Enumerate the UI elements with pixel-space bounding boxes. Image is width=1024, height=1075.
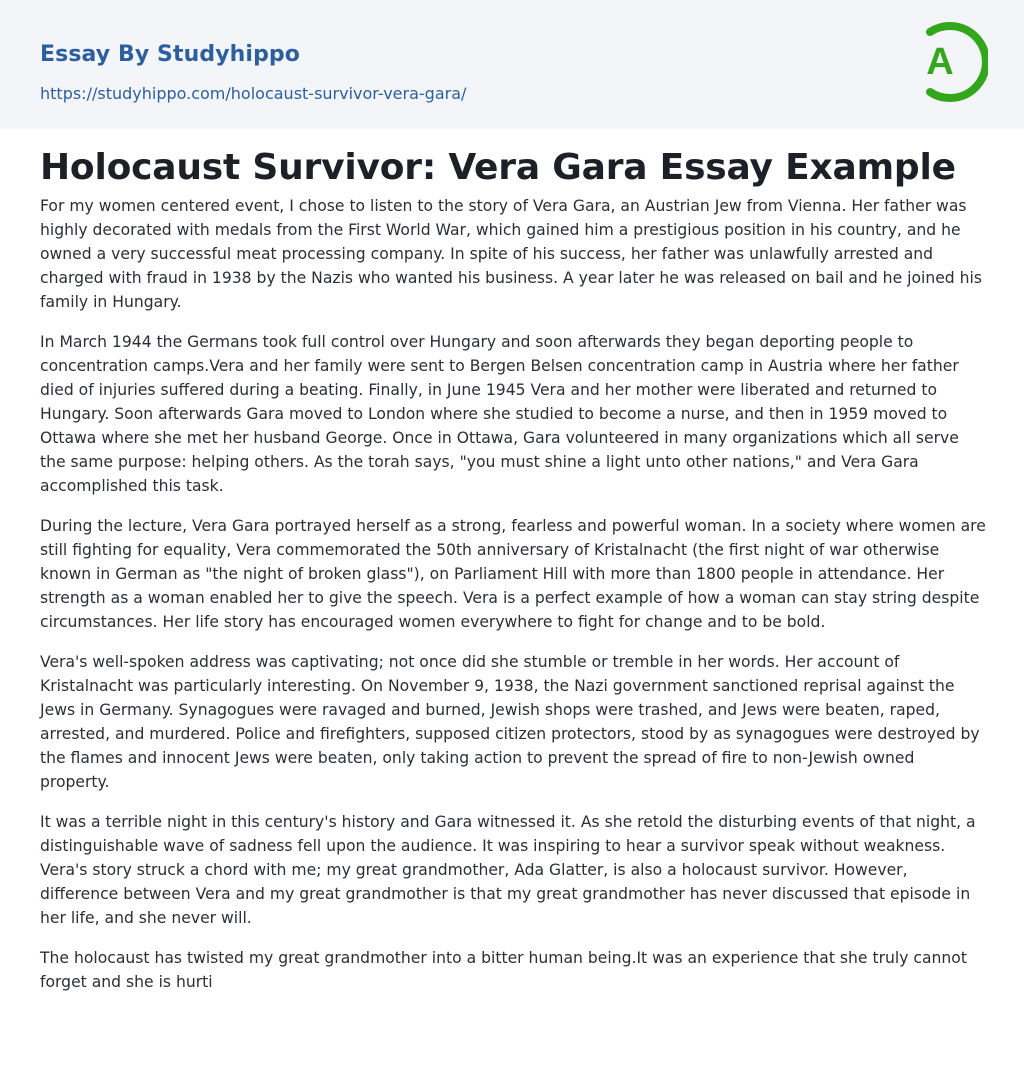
essay-paragraph: It was a terrible night in this century's history and Gara witnessed it. As she retold the disturbing events of that night, a distinguishable wave of sadness fell upon the audience. It was inspiring to hear a survivor speak without weakness. Vera's story struck a chord with me; my great grandmother, Ada Glatter, is also a holocaust survivor. However, difference between Vera and my great grandmother is that my great grandmother has never discussed that episode in her life, and she never will. — [40, 813, 976, 927]
essay-body — [40, 194, 988, 1010]
essay-paragraph: In March 1944 the Germans took full control over Hungary and soon afterwards they began deporting people to concentration camps.Vera and her family were sent to Bergen Belsen concentration camp in Austria where her father died of injuries suffered during a beating. Finally, in June 1945 Vera and her mother were liberated and returned to Hungary. Soon afterwards Gara moved to London where she studied to become a nurse, and then in 1959 moved to Ottawa where she met her husband George. Once in Ottawa, Gara volunteered in many organizations which all serve the same purpose: helping others. As the torah says, "you must shine a light unto other nations," and Vera Gara accomplished this task. — [40, 333, 959, 495]
essay-paragraph: The holocaust has twisted my great grandmother into a bitter human being.It was an experience that she truly cannot forget and she is hurti — [40, 949, 967, 991]
essay-paragraph: Vera's well-spoken address was captivating; not once did she stumble or tremble in her words. Her account of Kristalnacht was particularly interesting. On November 9, 1938, the Nazi government sanctioned reprisal against the Jews in Germany. Synagogues were ravaged and burned, Jewish shops were trashed, and Jews were beaten, raped, arrested, and murdered. Police and firefighters, supposed citizen protectors, stood by as synagogues were destroyed by the flames and innocent Jews were beaten, only taking action to prevent the spread of fire to non-Jewish owned property. — [40, 653, 980, 791]
page-title: Holocaust Survivor: Vera Gara Essay Example — [40, 147, 956, 188]
page-url-link[interactable]: https://studyhippo.com/holocaust-survivor-vera-gara/ — [40, 84, 467, 103]
site-brand[interactable]: Essay By Studyhippo — [40, 42, 300, 67]
logo-letter: A — [926, 41, 954, 83]
essay-paragraph: For my women centered event, I chose to listen to the story of Vera Gara, an Austrian Jew from Vienna. Her father was highly decorated with medals from the First World War, which gained him a prestigious position in his country, and he owned a very successful meat processing company. In spite of his success, her father was unlawfully arrested and charged with fraud in 1938 by the Nazis who wanted his business. A year later he was released on bail and he joined his family in Hungary. — [40, 197, 982, 311]
essay-paragraph: During the lecture, Vera Gara portrayed herself as a strong, fearless and powerful woman. In a society where women are still fighting for equality, Vera commemorated the 50th anniversary of Kristalnacht (the first night of war otherwise known in German as "the night of broken glass"), on Parliament Hill with more than 1800 people in attendance. Her strength as a woman enabled her to give the speech. Vera is a perfect example of how a woman can stay string despite circumstances. Her life story has encouraged women everywhere to fight for change and to be bold. — [40, 517, 986, 631]
